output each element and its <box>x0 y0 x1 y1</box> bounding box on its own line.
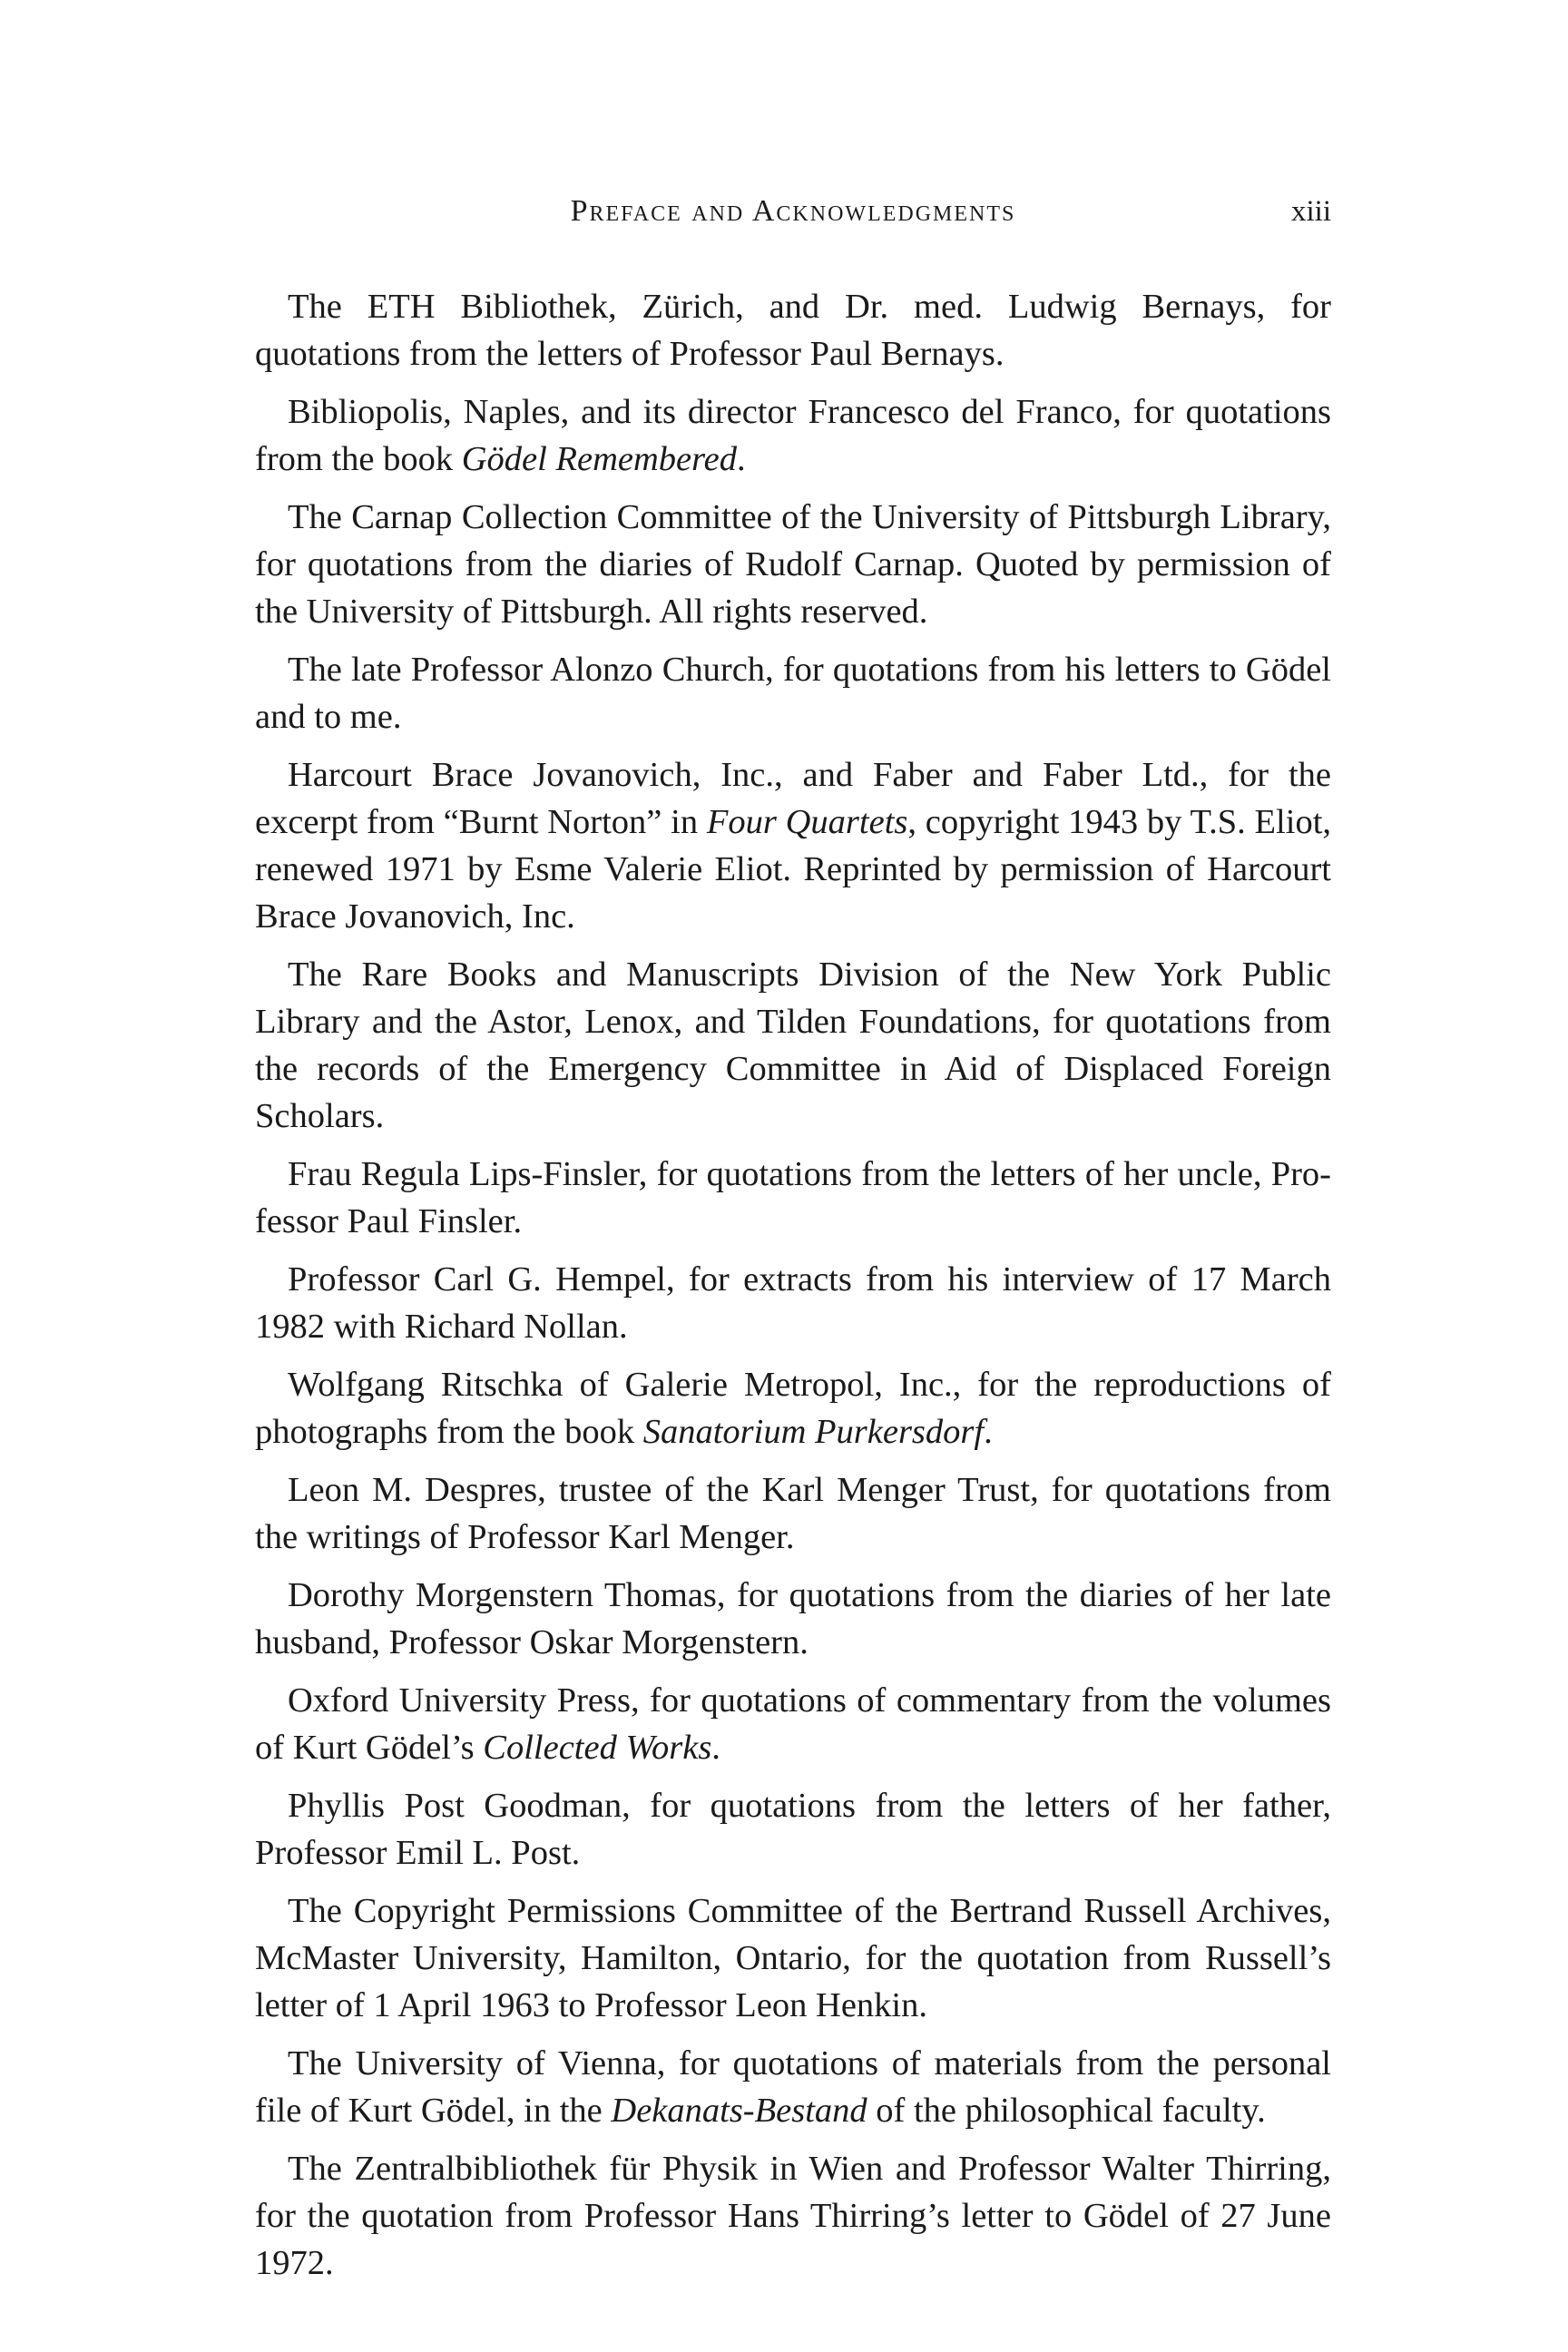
acknowledgments-list <box>255 283 1331 2298</box>
acknowledgment-entry: The ETH Bibliothek, Zürich, and Dr. med. Ludwig Bernays, for quotations from the letters of Professor Paul Bernays. <box>255 288 1331 373</box>
acknowledgment-entry: The Carnap Collection Committee of the University of Pittsburgh Library, for quotations from the diaries of Rudolf Carnap. Quoted by permission of the University of Pittsburgh. All rights reserved. <box>255 498 1331 631</box>
acknowledgment-entry: Leon M. Despres, trustee of the Karl Menger Trust, for quotations from the writings of Professor Karl Menger. <box>255 1471 1331 1556</box>
acknowledgment-entry: Harcourt Brace Jovanovich, Inc., and Faber and Faber Ltd., for the excerpt from “Burnt Norton” in Four Quartets, copyright 1943 by T.S. Eliot, renewed 1971 by Esme Valerie Eliot. Reprinted by permission of Harcourt Brace Jovanovich, Inc. <box>255 756 1332 936</box>
archive-title: Dekanats-Bestand <box>611 2092 867 2130</box>
book-title: Collected Works <box>483 1729 712 1767</box>
running-head <box>255 189 1331 234</box>
book-title: Sanatorium Purkersdorf <box>642 1413 985 1451</box>
acknowledgment-entry: Professor Carl G. Hempel, for extracts from his interview of 17 March 1982 with Richard Nollan. <box>255 1260 1331 1346</box>
acknowledgment-entry: The University of Vienna, for quotations of materials from the personal file of Kurt Gödel, in the Dekanats-Bestand of the philosophical faculty. <box>255 2044 1331 2130</box>
acknowledgment-entry: Phyllis Post Goodman, for quotations from the letters of her father, Professor Emil L. Post. <box>255 1787 1331 1872</box>
acknowledgment-entry: Oxford University Press, for quotations of commentary from the volumes of Kurt Gödel’s Collected Works. <box>255 1681 1331 1767</box>
page-number: xiii <box>1290 195 1331 228</box>
book-title: Four Quartets <box>706 803 908 841</box>
acknowledgment-entry: The Zentralbibliothek für Physik in Wien and Professor Walter Thirring, for the quotation from Professor Hans Thirring’s letter to Gödel of 27 June 1972. <box>255 2150 1331 2282</box>
acknowledgment-entry: Frau Regula Lips-Finsler, for quotations from the letters of her uncle, Professor Paul Finsler. <box>255 1155 1331 1240</box>
acknowledgment-entry: The late Professor Alonzo Church, for quotations from his letters to Gödel and to me. <box>255 651 1331 736</box>
acknowledgment-entry: Wolfgang Ritschka of Galerie Metropol, Inc., for the reproductions of photographs from the book Sanatorium Purkersdorf. <box>255 1366 1331 1451</box>
running-title: Preface and Acknowledgments <box>570 194 1016 228</box>
acknowledgment-entry: The Copyright Permissions Committee of the Bertrand Russell Archives, McMaster University, Hamilton, Ontario, for the quotation from Russell’s letter of 1 April 1963 to Professor Leon Henkin. <box>255 1892 1331 2024</box>
book-title: Gödel Remembered <box>461 440 737 478</box>
acknowledgment-entry: Dorothy Morgenstern Thomas, for quotations from the diaries of her late husband, Professor Oskar Morgenstern. <box>255 1576 1331 1661</box>
acknowledgment-entry: The Rare Books and Manuscripts Division of the New York Public Library and the Astor, Lenox, and Tilden Foundations, for quotations from the records of the Emergency Committee in Aid of Displaced Foreign Scholars. <box>255 956 1331 1135</box>
acknowledgment-entry: Bibliopolis, Naples, and its director Francesco del Franco, for quotations from the book Gödel Remembered. <box>255 393 1331 478</box>
